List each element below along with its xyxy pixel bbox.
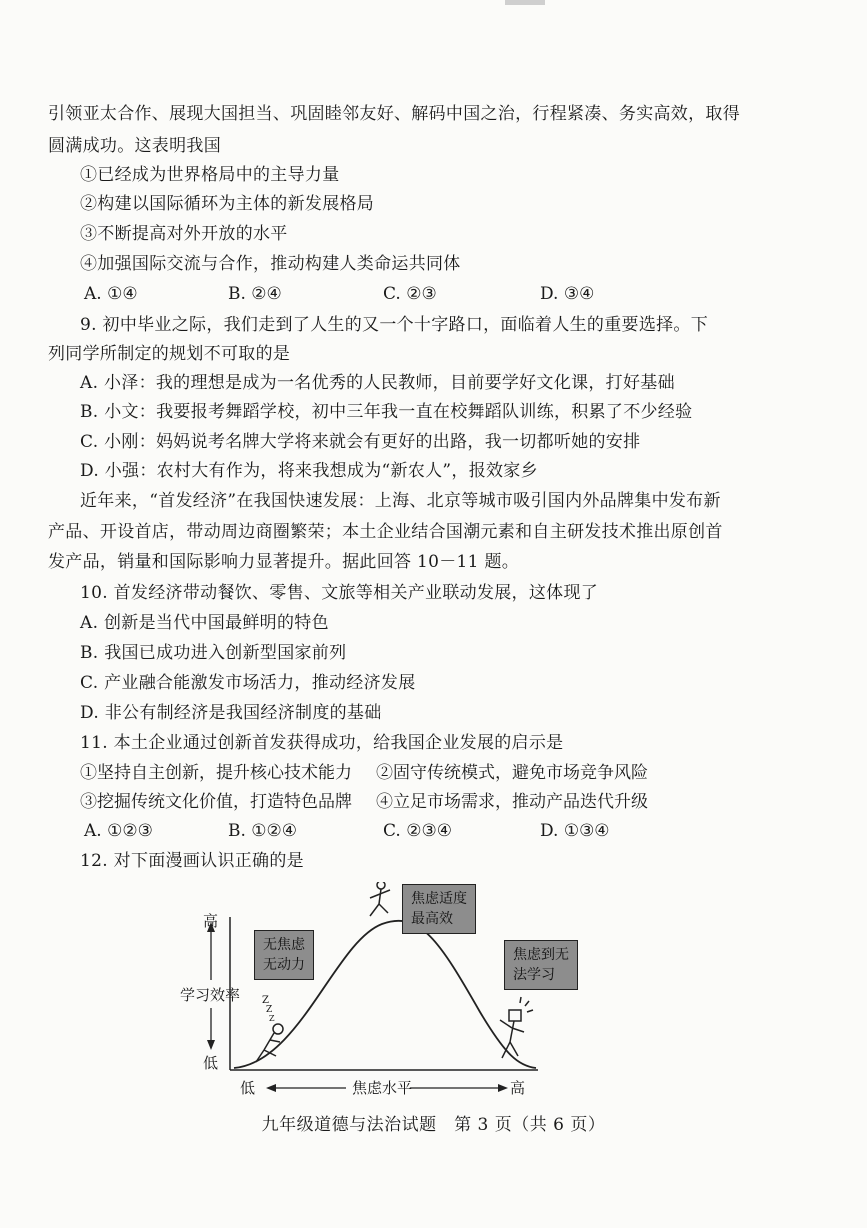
no-anxiety-line2: 无动力 [263,957,305,973]
x-low-label: 低 [240,1079,256,1097]
x-axis-label: 焦虑水平 [352,1079,413,1097]
q9-stem-line1: 9. 初中毕业之际，我们走到了人生的又一个十字路口，面临着人生的重要选择。下 [80,315,709,335]
q11-option-a: A. ①②③ [84,821,153,841]
anxiety-efficiency-cartoon [150,882,710,1102]
q8-item-4: ④加强国际交流与合作，推动构建人类命运共同体 [80,254,461,274]
q12-stem: 12. 对下面漫画认识正确的是 [80,851,304,871]
q9-option-a: A. 小泽：我的理想是成为一名优秀的人民教师，目前要学好文化课，打好基础 [80,373,675,393]
material-line3: 发产品，销量和国际影响力显著提升。据此回答 10－11 题。 [48,552,520,572]
material-line1: 近年来，“首发经济”在我国快速发展：上海、北京等城市吸引国内外品牌集中发布新 [80,491,721,511]
x-arrow-right [498,1084,508,1092]
q8-stem-line2: 圆满成功。这表明我国 [48,136,221,156]
q9-option-b: B. 小文：我要报考舞蹈学校，初中三年我一直在校舞蹈队训练，积累了不少经验 [80,402,693,422]
moderate-anxiety-box [402,884,476,934]
q10-option-c: C. 产业融合能激发市场活力，推动经济发展 [80,673,416,693]
q8-item-1: ①已经成为世界格局中的主导力量 [80,165,340,185]
zzz-mark-3: Z [269,1014,275,1023]
page-footer: 九年级道德与法治试题 第 3 页（共 6 页） [261,1115,606,1135]
q10-stem: 10. 首发经济带动餐饮、零售、文旅等相关产业联动发展，这体现了 [80,583,599,603]
q11-item-4: ④立足市场需求，推动产品迭代升级 [376,792,648,812]
no-anxiety-box [254,930,314,980]
q11-item-1: ①坚持自主创新，提升核心技术能力 [80,763,352,783]
running-person-icon [370,882,390,916]
q11-item-3: ③挖掘传统文化价值，打造特色品牌 [80,792,352,812]
moderate-anxiety-line2: 最高效 [411,911,453,927]
q10-option-a: A. 创新是当代中国最鲜明的特色 [80,613,329,633]
q10-option-b: B. 我国已成功进入创新型国家前列 [80,643,347,663]
no-anxiety-line1: 无焦虑 [263,937,305,953]
q8-item-2: ②构建以国际循环为主体的新发展格局 [80,194,375,214]
q11-option-c: C. ②③④ [383,821,452,841]
moderate-anxiety-line1: 焦虑适度 [411,891,467,907]
q11-option-d: D. ①③④ [540,821,610,841]
q9-stem-line2: 列同学所制定的规划不可取的是 [48,344,291,364]
scan-mark [505,0,545,5]
q10-option-d: D. 非公有制经济是我国经济制度的基础 [80,703,382,723]
sleeping-person-icon [256,1024,283,1062]
y-high-label: 高 [203,912,219,930]
x-high-label: 高 [510,1079,526,1097]
q11-stem: 11. 本土企业通过创新首发获得成功，给我国企业发展的启示是 [80,733,564,753]
excess-anxiety-line1: 焦虑到无 [513,947,569,963]
q8-stem-line1: 引领亚太合作、展现大国担当、巩固睦邻友好、解码中国之治，行程紧凑、务实高效，取得 [48,104,740,124]
y-arrow-down [207,1040,215,1050]
excess-anxiety-line2: 法学习 [513,967,555,983]
y-axis-label: 学习效率 [180,986,241,1004]
q8-option-a: A. ①④ [84,284,138,304]
material-line2: 产品、开设首店，带动周边商圈繁荣；本土企业结合国潮元素和自主研发技术推出原创首 [48,522,723,542]
zzz-mark-2: Z [266,1005,273,1015]
q8-option-b: B. ②④ [228,284,282,304]
q8-option-d: D. ③④ [540,284,595,304]
q9-option-c: C. 小刚：妈妈说考名牌大学将来就会有更好的出路，我一切都听她的安排 [80,432,641,452]
q11-item-2: ②固守传统模式，避免市场竞争风险 [376,763,648,783]
q8-option-c: C. ②③ [383,284,437,304]
zzz-mark-1: Z [262,995,269,1006]
q11-option-b: B. ①②④ [228,821,298,841]
q8-item-3: ③不断提高对外开放的水平 [80,224,288,244]
x-arrow-left [266,1084,276,1092]
q9-option-d: D. 小强：农村大有作为，将来我想成为“新农人”，报效家乡 [80,461,538,481]
y-low-label: 低 [203,1054,219,1072]
excess-anxiety-box [504,940,578,990]
